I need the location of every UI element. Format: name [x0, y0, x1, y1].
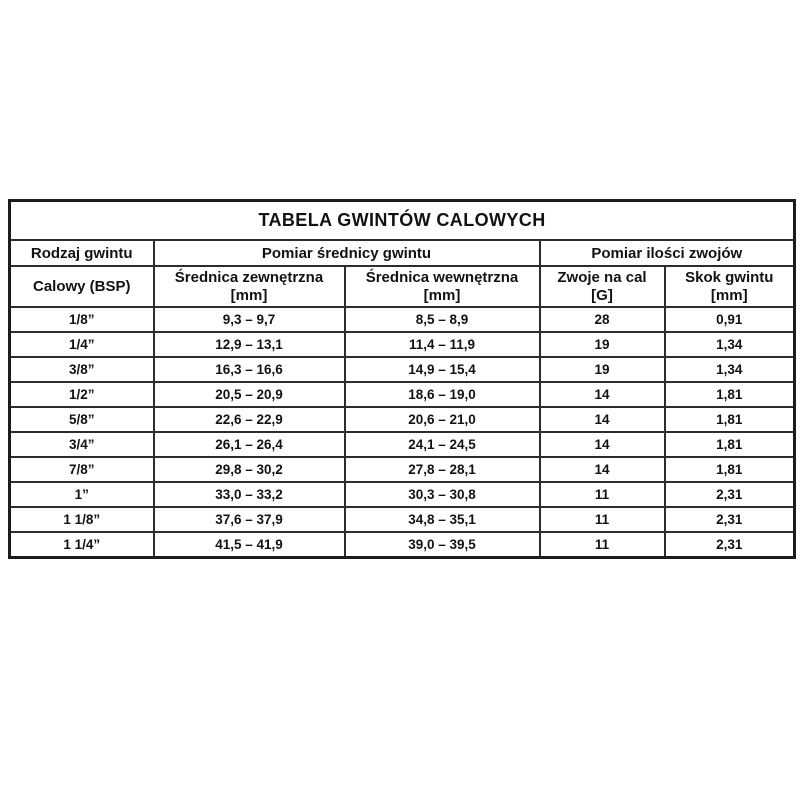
cell-size: 1” [10, 482, 154, 507]
cell-turns-per-inch: 14 [540, 432, 665, 457]
cell-turns-per-inch: 11 [540, 482, 665, 507]
table-row [10, 382, 795, 407]
column-header-turns-per-inch-unit: [G] [591, 286, 613, 304]
column-header-outer-diameter-unit: [mm] [230, 286, 268, 304]
cell-pitch: 1,34 [665, 357, 795, 382]
cell-pitch: 1,81 [665, 432, 795, 457]
cell-outer-diameter: 33,0 – 33,2 [154, 482, 345, 507]
cell-outer-diameter: 37,6 – 37,9 [154, 507, 345, 532]
cell-outer-diameter: 26,1 – 26,4 [154, 432, 345, 457]
column-header-inner-diameter [345, 266, 540, 307]
table-row [10, 307, 795, 332]
cell-inner-diameter: 34,8 – 35,1 [345, 507, 540, 532]
cell-size: 1/8” [10, 307, 154, 332]
cell-pitch: 1,81 [665, 457, 795, 482]
cell-inner-diameter: 11,4 – 11,9 [345, 332, 540, 357]
column-header-size [10, 266, 154, 307]
cell-turns-per-inch: 14 [540, 407, 665, 432]
cell-size: 5/8” [10, 407, 154, 432]
cell-outer-diameter: 29,8 – 30,2 [154, 457, 345, 482]
cell-outer-diameter: 22,6 – 22,9 [154, 407, 345, 432]
group-header-diameter-measurement: Pomiar średnicy gwintu [154, 240, 540, 266]
cell-size: 1/4” [10, 332, 154, 357]
cell-pitch: 0,91 [665, 307, 795, 332]
cell-inner-diameter: 8,5 – 8,9 [345, 307, 540, 332]
group-header-turns-measurement: Pomiar ilości zwojów [540, 240, 795, 266]
cell-outer-diameter: 12,9 – 13,1 [154, 332, 345, 357]
cell-size: 1 1/8” [10, 507, 154, 532]
cell-outer-diameter: 9,3 – 9,7 [154, 307, 345, 332]
table-row [10, 407, 795, 432]
cell-outer-diameter: 16,3 – 16,6 [154, 357, 345, 382]
cell-pitch: 2,31 [665, 482, 795, 507]
cell-outer-diameter: 20,5 – 20,9 [154, 382, 345, 407]
cell-size: 3/8” [10, 357, 154, 382]
cell-inner-diameter: 20,6 – 21,0 [345, 407, 540, 432]
table-row [10, 482, 795, 507]
cell-turns-per-inch: 14 [540, 382, 665, 407]
cell-inner-diameter: 24,1 – 24,5 [345, 432, 540, 457]
column-header-inner-diameter-unit: [mm] [423, 286, 461, 304]
cell-pitch: 1,81 [665, 382, 795, 407]
cell-size: 1 1/4” [10, 532, 154, 558]
column-header-outer-diameter [154, 266, 345, 307]
group-header-thread-type: Rodzaj gwintu [10, 240, 154, 266]
table-row [10, 332, 795, 357]
cell-turns-per-inch: 11 [540, 507, 665, 532]
cell-inner-diameter: 39,0 – 39,5 [345, 532, 540, 558]
column-header-size-label: Calowy (BSP) [32, 277, 131, 295]
table-row [10, 532, 795, 558]
cell-pitch: 1,34 [665, 332, 795, 357]
table-title: TABELA GWINTÓW CALOWYCH [10, 201, 795, 241]
cell-inner-diameter: 14,9 – 15,4 [345, 357, 540, 382]
cell-outer-diameter: 41,5 – 41,9 [154, 532, 345, 558]
column-header-turns-per-inch-label: Zwoje na cal [557, 268, 647, 286]
table-row [10, 432, 795, 457]
column-header-pitch-unit: [mm] [710, 286, 748, 304]
table-row [10, 507, 795, 532]
cell-size: 7/8” [10, 457, 154, 482]
column-header-pitch-label: Skok gwintu [685, 268, 774, 286]
column-header-row [10, 266, 795, 307]
cell-inner-diameter: 27,8 – 28,1 [345, 457, 540, 482]
table-row [10, 357, 795, 382]
cell-turns-per-inch: 19 [540, 357, 665, 382]
thread-size-table [8, 199, 796, 559]
cell-pitch: 1,81 [665, 407, 795, 432]
cell-turns-per-inch: 28 [540, 307, 665, 332]
cell-size: 3/4” [10, 432, 154, 457]
cell-inner-diameter: 18,6 – 19,0 [345, 382, 540, 407]
column-header-turns-per-inch [540, 266, 665, 307]
cell-turns-per-inch: 11 [540, 532, 665, 558]
cell-pitch: 2,31 [665, 507, 795, 532]
cell-size: 1/2” [10, 382, 154, 407]
table-row [10, 457, 795, 482]
column-header-pitch [665, 266, 795, 307]
cell-turns-per-inch: 19 [540, 332, 665, 357]
group-header-row [10, 240, 795, 266]
cell-turns-per-inch: 14 [540, 457, 665, 482]
cell-inner-diameter: 30,3 – 30,8 [345, 482, 540, 507]
column-header-outer-diameter-label: Średnica zewnętrzna [174, 268, 324, 286]
title-row [10, 201, 795, 241]
column-header-inner-diameter-label: Średnica wewnętrzna [365, 268, 519, 286]
cell-pitch: 2,31 [665, 532, 795, 558]
